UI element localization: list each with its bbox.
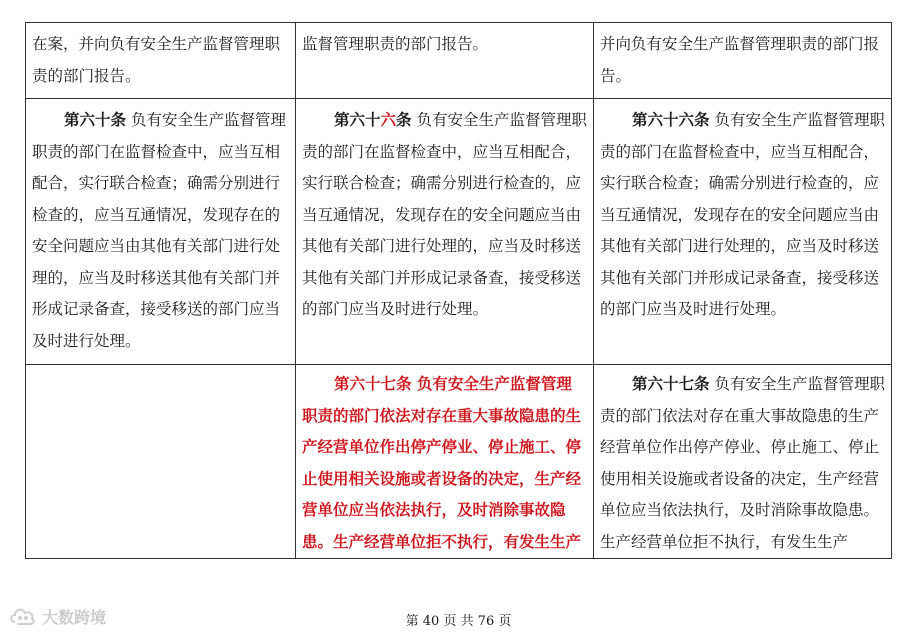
comparison-table — [25, 22, 892, 559]
cell-text: 并向负有安全生产监督管理职责的部门报告。 — [600, 35, 880, 85]
article-body: 负有安全生产监督管理职责的部门在监督检查中，应当互相配合，实行联合检查；确需分别进行检查的，应当互通情况，发现存在的安全问题应当由其他有关部门进行处理的，应当及时移送其他有关部门并形成记录备查，接受移送的部门应当及时进行处理。 — [302, 111, 587, 318]
table-cell — [296, 99, 594, 365]
table-cell — [296, 23, 594, 99]
article-body: 负有安全生产监督管理职责的部门依法对存在重大事故隐患的生产经营单位作出停产停业、停止施工、停止使用相关设施或者设备的决定，生产经营单位应当依法执行，及时消除事故隐患。生产经营单位拒不执行，有发生生产 — [600, 375, 885, 551]
page-footer: 第 40 页 共 76 页 — [405, 614, 512, 629]
article-number — [334, 111, 412, 129]
article-body: 负有安全生产监督管理职责的部门在监督检查中，应当互相配合，实行联合检查；确需分别进行检查的，应当互通情况，发现存在的安全问题应当由其他有关部门进行处理的，应当及时移送其他有关部门并形成记录备查，接受移送的部门应当及时进行处理。 — [32, 111, 286, 350]
article-number: 第六十条 — [64, 111, 127, 129]
table-row — [26, 23, 892, 99]
cell-text: 监督管理职责的部门报告。 — [302, 35, 489, 53]
watermark-text: 大数跨境 — [42, 607, 107, 627]
table-row — [26, 365, 892, 559]
article-number: 第六十六条 — [632, 111, 710, 129]
article-number-prefix: 第六十 — [334, 111, 381, 129]
table-cell-empty — [26, 365, 296, 559]
article-number-suffix: 条 — [396, 111, 412, 129]
table-cell — [26, 99, 296, 365]
article-number: 第六十七条 — [632, 375, 710, 393]
table-cell — [26, 23, 296, 99]
new-article-text: 第六十七条 负有安全生产监督管理职责的部门依法对存在重大事故隐患的生产经营单位作出停产停业、停止施工、停止使用相关设施或者设备的决定，生产经营单位应当依法执行，及时消除事故隐患。生产经营单位拒不执行，有发生生产 — [302, 375, 582, 551]
cell-text: 在案，并向负有安全生产监督管理职责的部门报告。 — [32, 35, 281, 85]
table-cell — [296, 365, 594, 559]
table-cell — [594, 23, 892, 99]
article-body: 负有安全生产监督管理职责的部门在监督检查中，应当互相配合，实行联合检查；确需分别进行检查的，应当互通情况，发现存在的安全问题应当由其他有关部门进行处理的，应当及时移送其他有关部门并形成记录备查，接受移送的部门应当及时进行处理。 — [600, 111, 885, 318]
table-cell — [594, 99, 892, 365]
table-cell — [594, 365, 892, 559]
article-number-highlight: 六 — [380, 111, 397, 129]
table-row — [26, 99, 892, 365]
